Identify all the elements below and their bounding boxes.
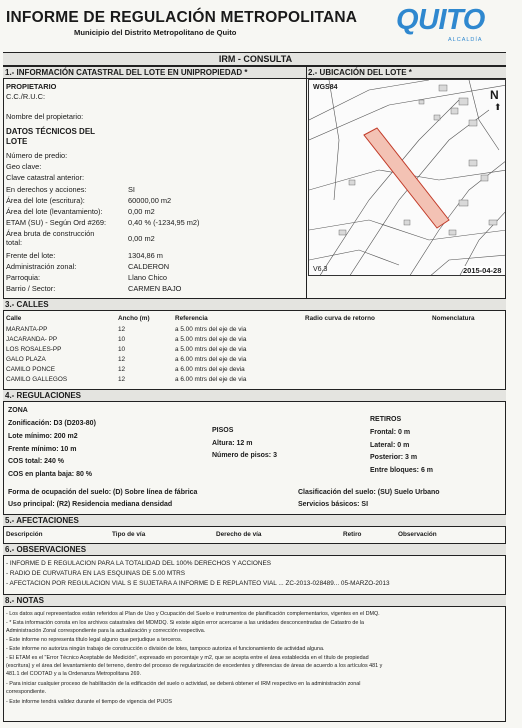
- area-bruta-label: Área bruta de construcción: [6, 229, 95, 238]
- uso-principal: Uso principal: (R2) Residencia mediana densidad: [8, 501, 173, 508]
- area-levantamiento-label: Área del lote (levantamiento):: [6, 207, 103, 216]
- street-name: CAMILO PONCE: [6, 366, 56, 373]
- street-width: 10: [118, 346, 126, 353]
- map-date: 2015-04-28: [463, 266, 502, 275]
- retiros-label: RETIROS: [370, 416, 402, 423]
- street-reference: a 5.00 mtrs del eje de via: [175, 336, 247, 343]
- admin-zonal-value: CALDERON: [128, 262, 170, 271]
- zona-label: ZONA: [8, 407, 28, 414]
- servicios-basicos: Servicios básicos: SI: [298, 501, 369, 508]
- parroquia-label: Parroquia:: [6, 273, 41, 282]
- north-arrow-icon: N: [490, 88, 499, 102]
- col-derecho-via: Derecho de vía: [216, 531, 262, 538]
- note-line: - Para iniciar cualquier proceso de habilitación de la edificación del suelo o actividad, se deberá obtener el IRM respectivo en la administración zonal: [6, 681, 361, 687]
- derechos-label: En derechos y acciones:: [6, 185, 87, 194]
- observation-line: - RADIO DE CURVATURA EN LAS ESQUINAS DE 5.00 MTRS: [6, 570, 185, 577]
- sec4-title: 4.- REGULACIONES: [5, 391, 82, 400]
- street-width: 10: [118, 336, 126, 343]
- street-reference: a 6.00 mtrs del eje de via: [175, 356, 247, 363]
- sec6-title: 6.- OBSERVACIONES: [5, 545, 87, 554]
- cos-planta-baja: COS en planta baja: 80 %: [8, 471, 93, 478]
- street-reference: a 5.00 mtrs del eje de via: [175, 346, 247, 353]
- frente-value: 1304,86 m: [128, 251, 163, 260]
- col-ancho: Ancho (m): [118, 315, 150, 322]
- clave-anterior-label: Clave catastral anterior:: [6, 173, 85, 182]
- barrio-value: CARMEN BAJO: [128, 284, 182, 293]
- geo-clave-label: Geo clave:: [6, 162, 42, 171]
- propietario-label: PROPIETARIO: [6, 82, 57, 91]
- etam-value: 0,40 % (-1234,95 m2): [128, 218, 200, 227]
- frente-label: Frente del lote:: [6, 251, 56, 260]
- retiro-posterior: Posterior: 3 m: [370, 454, 418, 461]
- street-reference: a 6.00 mtrs del eje de via: [175, 376, 247, 383]
- logo-text: QUITO: [396, 4, 485, 36]
- sec3-title: 3.- CALLES: [5, 300, 49, 309]
- street-name: GALO PLAZA: [6, 356, 46, 363]
- street-width: 12: [118, 376, 126, 383]
- etam-label: ETAM (SU) - Según Ord #269:: [6, 218, 107, 227]
- retiro-lateral: Lateral: 0 m: [370, 442, 410, 449]
- irm-consulta-bar: [3, 52, 506, 66]
- col-calle: Calle: [6, 315, 22, 322]
- divider: [306, 66, 307, 298]
- report-title: INFORME DE REGULACIÓN METROPOLITANA: [6, 9, 358, 26]
- street-width: 12: [118, 356, 126, 363]
- cc-label: C.C./R.U.C:: [6, 92, 46, 101]
- col-nomenclatura: Nomenclatura: [432, 315, 475, 322]
- map-drawing: [309, 80, 506, 276]
- barrio-label: Barrio / Sector:: [6, 284, 56, 293]
- area-bruta-label-2: total:: [6, 238, 23, 247]
- note-line: - Este informe no representa título legal alguno que perjudique a terceros.: [6, 637, 183, 643]
- cos-total: COS total: 240 %: [8, 458, 65, 465]
- numero-predio-label: Número de predio:: [6, 151, 68, 160]
- quito-logo: [396, 4, 490, 48]
- street-name: CAMILO GALLEGOS: [6, 376, 68, 383]
- sec3-header: [3, 298, 506, 311]
- street-name: MARANTA-PP: [6, 326, 48, 333]
- area-bruta-value: 0,00 m2: [128, 234, 155, 243]
- irm-consulta-title: IRM - CONSULTA: [218, 54, 293, 64]
- col-descripcion: Descripción: [6, 531, 43, 538]
- sec5-title: 5.- AFECTACIONES: [5, 516, 79, 525]
- col-retiro: Retiro: [343, 531, 362, 538]
- street-name: LOS ROSALES-PP: [6, 346, 62, 353]
- street-name: JACARANDA- PP: [6, 336, 58, 343]
- north-arrow-glyph: ⬆: [494, 102, 502, 112]
- sec1-header: [3, 66, 306, 79]
- col-observacion: Observación: [398, 531, 437, 538]
- parroquia-value: Llano Chico: [128, 273, 168, 282]
- datos-tecnicos-label: DATOS TÉCNICOS DEL LOTE: [6, 127, 95, 146]
- sec8-header: [3, 594, 506, 607]
- street-width: 12: [118, 366, 126, 373]
- observation-line: - INFORME D E REGULACION PARA LA TOTALIDAD DEL 100% DERECHOS Y ACCIONES: [6, 560, 272, 567]
- sec6-header: [3, 543, 506, 556]
- sec5-header: [3, 514, 506, 527]
- nombre-label: Nombre del propietario:: [6, 112, 84, 121]
- note-line: correspondiente.: [6, 689, 47, 695]
- note-line: - Este informe no autoriza ningún trabajo de construcción o división de lotes, tampoco autoriza el funcionamiento de actividad alguna.: [6, 646, 325, 652]
- lote-minimo: Lote mínimo: 200 m2: [8, 433, 78, 440]
- sec8-title: 8.- NOTAS: [5, 596, 44, 605]
- sec4-header: [3, 389, 506, 402]
- altura: Altura: 12 m: [212, 440, 253, 447]
- note-line: (escritura) y el área del levantamiento del terreno, dentro del proceso de regularización de excedentes y diferencias de áreas de acuerdo a los artículos 481 y: [6, 663, 383, 669]
- sec1-title: 1.- INFORMACIÓN CATASTRAL DEL LOTE EN UNIPROPIEDAD *: [5, 68, 248, 77]
- col-tipo-via: Tipo de vía: [112, 531, 146, 538]
- entre-bloques: Entre bloques: 6 m: [370, 467, 434, 474]
- note-line: - El ETAM es el "Error Técnico Aceptable de Medición", expresado en porcentaje y m2, que se acepta entre el área establecida en el título de propiedad: [6, 655, 369, 661]
- location-map[interactable]: [308, 79, 506, 276]
- retiro-frontal: Frontal: 0 m: [370, 429, 411, 436]
- pisos-label: PISOS: [212, 427, 234, 434]
- forma-ocupacion: Forma de ocupación del suelo: (D) Sobre línea de fábrica: [8, 489, 198, 496]
- street-reference: a 6.00 mtrs del eje devia: [175, 366, 245, 373]
- note-line: 481.1 del COOTAD y a la Ordenanza Metropolitana 269.: [6, 671, 142, 677]
- admin-zonal-label: Administración zonal:: [6, 262, 77, 271]
- note-line: - Este informe tendrá validez durante el tiempo de vigencia del PUOS: [6, 699, 172, 705]
- street-reference: a 5.00 mtrs del eje de via: [175, 326, 247, 333]
- clasificacion-suelo: Clasificación del suelo: (SU) Suelo Urbano: [298, 489, 440, 496]
- note-line: - * Esta información consta en los archivos catastrales del MDMDQ. Si existe algún error acercarse a las unidades desconcentradas de Catastro de la: [6, 620, 365, 626]
- frente-minimo: Frente mínimo: 10 m: [8, 446, 77, 453]
- area-levantamiento-value: 0,00 m2: [128, 207, 155, 216]
- map-version: V6.3: [313, 266, 328, 273]
- zonificacion: Zonificación: D3 (D203-80): [8, 420, 96, 427]
- area-escritura-label: Área del lote (escritura):: [6, 196, 85, 205]
- report-subtitle: Municipio del Distrito Metropolitano de Quito: [74, 28, 237, 37]
- street-width: 12: [118, 326, 126, 333]
- col-radio: Radio curva de retorno: [305, 315, 375, 322]
- derechos-value: SI: [128, 185, 135, 194]
- note-line: - Los datos aquí representados están referidos al Plan de Uso y Ocupación del Suelo e instrumentos de planificación complementarios, vigentes en el DMQ.: [6, 611, 380, 617]
- area-escritura-value: 60000,00 m2: [128, 196, 172, 205]
- sec2-title: 2.- UBICACIÓN DEL LOTE *: [308, 68, 412, 77]
- col-referencia: Referencia: [175, 315, 208, 322]
- note-line: Administración Zonal correspondiente para la actualización y corrección respectiva.: [6, 628, 206, 634]
- numero-pisos: Número de pisos: 3: [212, 452, 277, 459]
- observation-line: - AFECTACION POR REGULACION VIAL S E SUJETARA A INFORME D E REPLANTEO VIAL ... ZC-2013-028489... 05-MARZO-2013: [6, 580, 390, 587]
- sec2-header: [306, 66, 506, 79]
- logo-subtext: ALCALDÍA: [448, 37, 483, 43]
- map-datum: WGS84: [313, 84, 338, 91]
